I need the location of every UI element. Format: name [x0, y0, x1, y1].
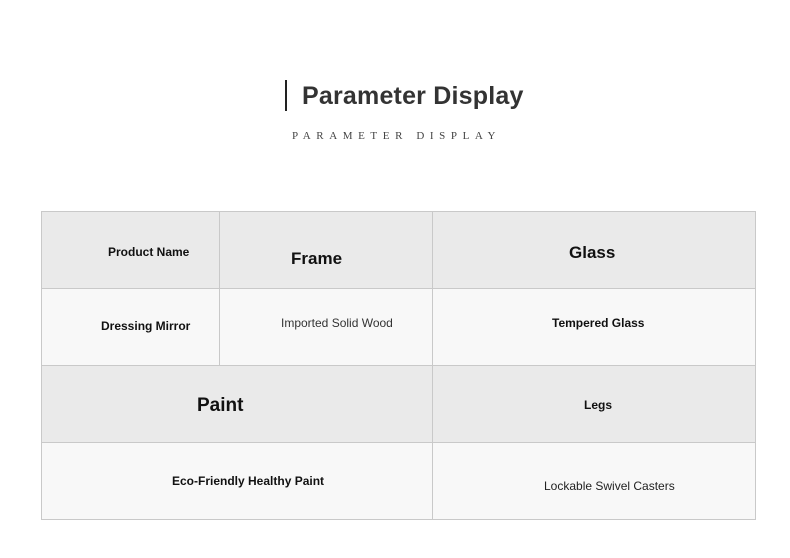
product-name-label-cell	[42, 212, 220, 289]
paint-value-cell	[42, 443, 433, 520]
table-row	[42, 443, 756, 520]
frame-value: Imported Solid Wood	[281, 316, 393, 330]
legs-value: Lockable Swivel Casters	[544, 479, 675, 493]
product-name-value: Dressing Mirror	[101, 319, 191, 333]
paint-value: Eco-Friendly Healthy Paint	[172, 474, 325, 488]
frame-value-cell	[220, 289, 433, 366]
product-name-label: Product Name	[108, 245, 190, 259]
legs-label: Legs	[584, 398, 613, 412]
section-header	[0, 80, 790, 112]
table-row	[42, 212, 756, 289]
glass-value: Tempered Glass	[552, 316, 645, 330]
glass-label-cell	[433, 212, 756, 289]
glass-value-cell	[433, 289, 756, 366]
legs-value-cell	[433, 443, 756, 520]
parameter-table	[41, 211, 756, 520]
title-accent-bar	[285, 80, 287, 111]
paint-label: Paint	[197, 395, 244, 416]
legs-label-cell	[433, 366, 756, 443]
table-row	[42, 289, 756, 366]
frame-label: Frame	[291, 249, 343, 268]
page-subtitle: PARAMETER DISPLAY	[292, 130, 501, 142]
frame-label-cell	[220, 212, 433, 289]
table-row	[42, 366, 756, 443]
product-name-value-cell	[42, 289, 220, 366]
page-title: Parameter Display	[302, 82, 524, 110]
glass-label: Glass	[569, 243, 616, 262]
paint-label-cell	[42, 366, 433, 443]
